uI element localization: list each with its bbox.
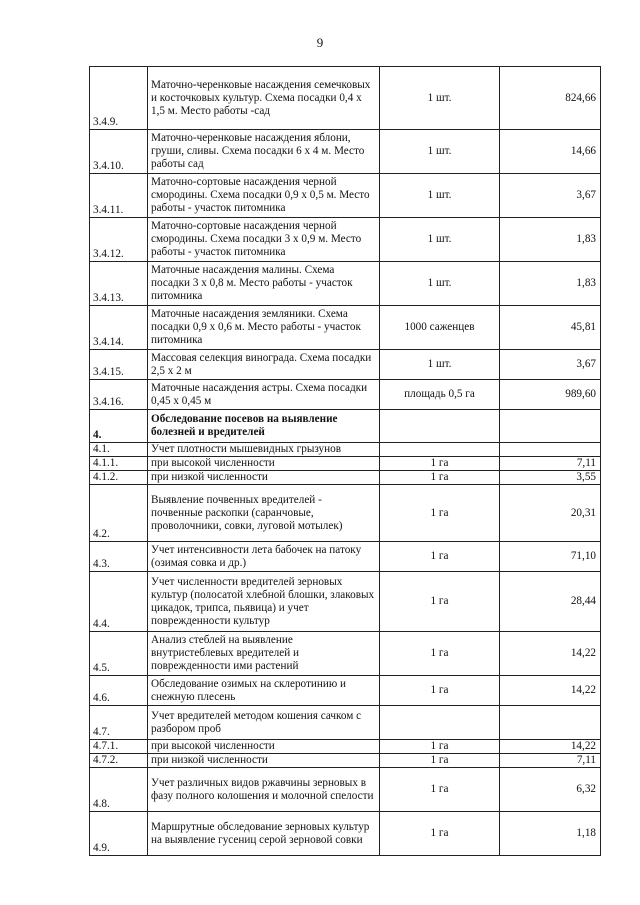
row-code: 4.9. [90, 812, 148, 856]
row-unit: 1 га [380, 471, 500, 485]
table-row [90, 457, 601, 471]
row-description: Обследование озимых на склеротинию и снежную плесень [148, 676, 380, 706]
row-code: 3.4.11. [90, 174, 148, 218]
row-unit: 1000 саженцев [380, 306, 500, 350]
row-description: при высокой численности [148, 740, 380, 754]
row-unit: 1 га [380, 754, 500, 768]
row-unit: 1 шт. [380, 130, 500, 174]
table-row [90, 542, 601, 572]
row-description: Массовая селекция винограда. Схема посадки 2,5 х 2 м [148, 350, 380, 380]
row-code: 4.3. [90, 542, 148, 572]
table-row [90, 218, 601, 262]
row-unit: 1 га [380, 740, 500, 754]
row-code: 4.1. [90, 443, 148, 457]
row-code: 4.4. [90, 572, 148, 632]
row-price: 14,66 [500, 130, 601, 174]
table-row [90, 676, 601, 706]
row-unit: 1 га [380, 572, 500, 632]
row-price: 28,44 [500, 572, 601, 632]
row-description: при низкой численности [148, 471, 380, 485]
row-unit: 1 га [380, 768, 500, 812]
row-code: 3.4.15. [90, 350, 148, 380]
row-unit: 1 га [380, 676, 500, 706]
row-unit: 1 га [380, 457, 500, 471]
row-code: 4.7. [90, 706, 148, 740]
table-row [90, 130, 601, 174]
row-description: при высокой численности [148, 457, 380, 471]
row-unit [380, 443, 500, 457]
row-code: 4.7.1. [90, 740, 148, 754]
row-price: 989,60 [500, 380, 601, 410]
row-price: 14,22 [500, 632, 601, 676]
row-unit: 1 га [380, 485, 500, 542]
row-description: Выявление почвенных вредителей - почвенные раскопки (саранчовые, проволочники, совки, луговой мотылек) [148, 485, 380, 542]
row-price: 14,22 [500, 676, 601, 706]
row-description: Учет различных видов ржавчины зерновых в фазу полного колошения и молочной спелости [148, 768, 380, 812]
section-header-row [90, 410, 601, 443]
row-price [500, 706, 601, 740]
row-price: 20,31 [500, 485, 601, 542]
row-unit: 1 шт. [380, 67, 500, 130]
row-price: 7,11 [500, 754, 601, 768]
row-description: при низкой численности [148, 754, 380, 768]
table-row [90, 471, 601, 485]
row-code: 4.5. [90, 632, 148, 676]
row-price [500, 443, 601, 457]
row-description: Маточные насаждения земляники. Схема посадки 0,9 х 0,6 м. Место работы - участок питомника [148, 306, 380, 350]
row-price: 14,22 [500, 740, 601, 754]
row-price: 7,11 [500, 457, 601, 471]
row-price: 45,81 [500, 306, 601, 350]
row-code: 3.4.9. [90, 67, 148, 130]
row-description: Обследование посевов на выявление болезней и вредителей [148, 410, 380, 443]
row-code: 4.8. [90, 768, 148, 812]
row-unit: 1 га [380, 542, 500, 572]
table-row [90, 485, 601, 542]
row-unit: 1 шт. [380, 262, 500, 306]
row-code: 4.2. [90, 485, 148, 542]
row-description: Маршрутные обследование зерновых культур на выявление гусениц серой зерновой совки [148, 812, 380, 856]
row-price: 3,55 [500, 471, 601, 485]
price-table [89, 66, 601, 856]
row-price: 3,67 [500, 174, 601, 218]
row-price: 824,66 [500, 67, 601, 130]
table-row [90, 572, 601, 632]
table-row [90, 350, 601, 380]
row-code: 4.1.2. [90, 471, 148, 485]
row-unit: площадь 0,5 га [380, 380, 500, 410]
row-description: Маточно-сортовые насаждения черной смородины. Схема посадки 0,9 х 0,5 м. Место работы - участок питомника [148, 174, 380, 218]
row-description: Маточно-черенковые насаждения яблони, груши, сливы. Схема посадки 6 х 4 м. Место работы сад [148, 130, 380, 174]
row-description: Учет интенсивности лета бабочек на патоку (озимая совка и др.) [148, 542, 380, 572]
table-row [90, 174, 601, 218]
row-code: 4. [90, 410, 148, 443]
table-row [90, 632, 601, 676]
table-body [90, 67, 601, 856]
row-unit [380, 706, 500, 740]
row-description: Анализ стеблей на выявление внутристеблевых вредителей и поврежденности ими растений [148, 632, 380, 676]
row-unit: 1 га [380, 812, 500, 856]
row-unit: 1 шт. [380, 218, 500, 262]
table-row [90, 812, 601, 856]
row-description: Учет численности вредителей зерновых культур (полосатой хлебной блошки, злаковых цикадок, трипса, пьявица) и учет поврежденности культур [148, 572, 380, 632]
row-price: 71,10 [500, 542, 601, 572]
row-description: Маточно-черенковые насаждения семечковых и косточковых культур. Схема посадки 0,4 х 1,5 м. Место работы -сад [148, 67, 380, 130]
row-code: 4.7.2. [90, 754, 148, 768]
row-code: 3.4.13. [90, 262, 148, 306]
table-row [90, 380, 601, 410]
row-description: Маточные насаждения астры. Схема посадки 0,45 х 0,45 м [148, 380, 380, 410]
row-price: 6,32 [500, 768, 601, 812]
row-description: Маточно-сортовые насаждения черной смородины. Схема посадки 3 х 0,9 м. Место работы - участок питомника [148, 218, 380, 262]
table-row [90, 443, 601, 457]
row-code: 3.4.14. [90, 306, 148, 350]
table-row [90, 706, 601, 740]
table-row [90, 754, 601, 768]
table-row [90, 768, 601, 812]
table-row [90, 67, 601, 130]
row-unit: 1 шт. [380, 174, 500, 218]
row-unit [380, 410, 500, 443]
row-price: 1,18 [500, 812, 601, 856]
row-price: 1,83 [500, 218, 601, 262]
row-code: 3.4.10. [90, 130, 148, 174]
table-row [90, 740, 601, 754]
page-number: 9 [316, 35, 324, 50]
row-price: 1,83 [500, 262, 601, 306]
row-code: 3.4.16. [90, 380, 148, 410]
row-code: 4.6. [90, 676, 148, 706]
row-description: Учет плотности мышевидных грызунов [148, 443, 380, 457]
row-description: Учет вредителей методом кошения сачком с разбором проб [148, 706, 380, 740]
row-code: 3.4.12. [90, 218, 148, 262]
row-description: Маточные насаждения малины. Схема посадки 3 х 0,8 м. Место работы - участок питомника [148, 262, 380, 306]
row-unit: 1 шт. [380, 350, 500, 380]
row-price: 3,67 [500, 350, 601, 380]
row-code: 4.1.1. [90, 457, 148, 471]
table-row [90, 306, 601, 350]
row-unit: 1 га [380, 632, 500, 676]
row-price [500, 410, 601, 443]
table-row [90, 262, 601, 306]
